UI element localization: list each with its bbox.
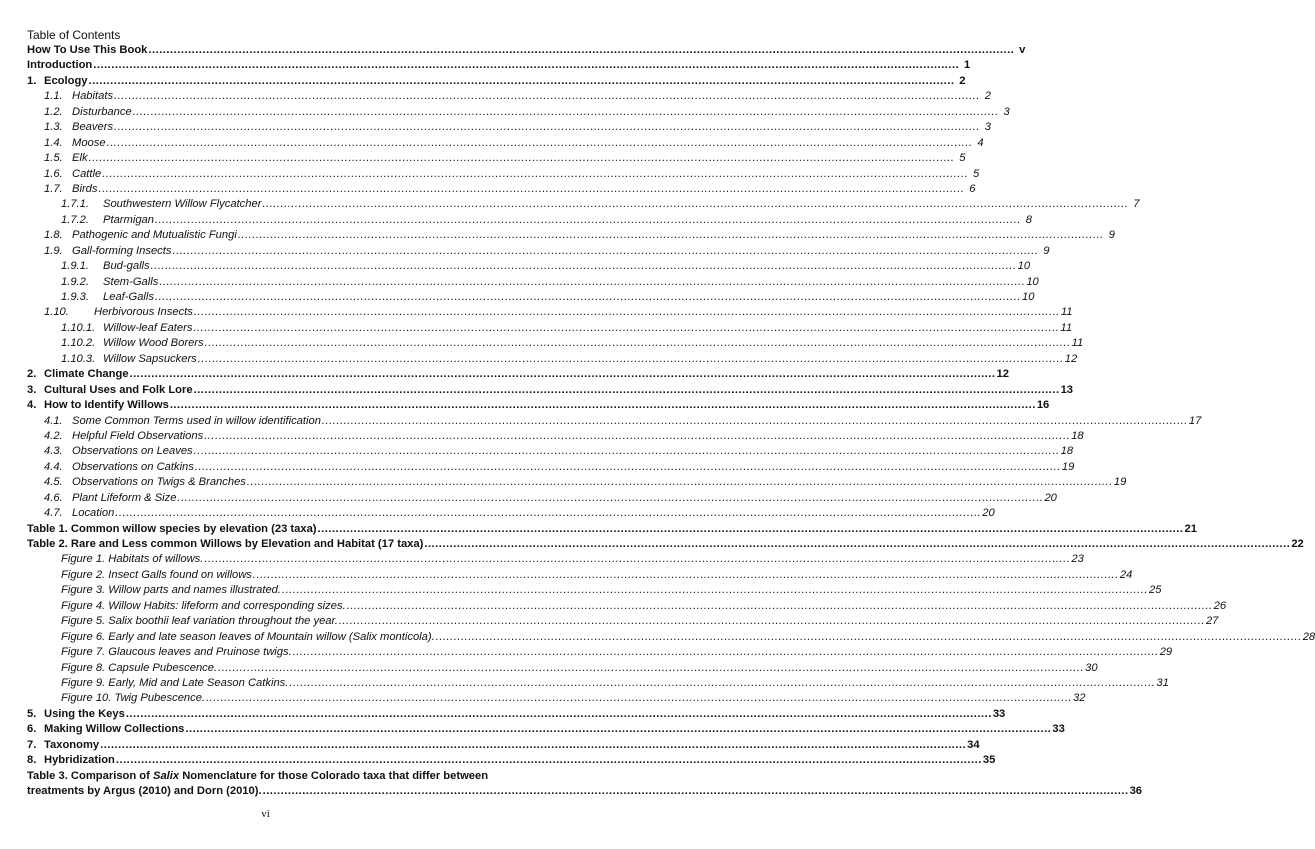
toc-entry-number: 1.4.: [44, 136, 63, 149]
dot-leader: [193, 321, 1059, 336]
toc-entry-label: Some Common Terms used in willow identification: [72, 414, 321, 427]
toc-entry[interactable]: [27, 537, 1304, 552]
dot-leader: [89, 151, 955, 166]
toc-entry-label: Birds: [72, 182, 98, 195]
toc-page-number: 20: [1044, 491, 1057, 504]
toc-entry-label: Making Willow Collections: [44, 723, 185, 736]
toc-entry[interactable]: [27, 321, 1073, 336]
toc-page-number: 2: [959, 74, 966, 87]
toc-page-number: 3: [1003, 105, 1010, 118]
toc-entry-number: 2.: [27, 368, 37, 381]
toc-entry-number: 1.3.: [44, 121, 63, 134]
toc-entry-label: How To Use This Book: [27, 44, 148, 56]
toc-entry-table-3-line1: Table 3. Comparison of Salix Nomenclature for those Colorado taxa that differ between: [27, 769, 489, 782]
dot-leader: [262, 197, 1128, 212]
toc-entry-label: Southwestern Willow Flycatcher: [103, 198, 262, 211]
dot-leader: [185, 722, 1051, 737]
toc-page-number: 17: [1188, 414, 1202, 427]
toc-entry-label: Figure 7. Glaucous leaves and Pruinose twigs.: [61, 646, 292, 659]
toc-entry-label: Taxonomy: [44, 738, 100, 751]
toc-entry[interactable]: [27, 259, 1031, 274]
toc-entry-number: 4.1.: [44, 414, 63, 427]
dot-leader: [322, 414, 1188, 429]
toc-entry-label: Cattle: [72, 167, 102, 180]
toc-entry-label: Figure 4. Willow Habits: lifeform and corresponding sizes.: [61, 599, 346, 612]
toc-entry[interactable]: [27, 213, 1032, 228]
toc-entry-number: 5.: [27, 707, 37, 720]
toc-entry-label: Gall-forming Insects: [72, 244, 172, 257]
toc-entry-number: 1.10.3.: [61, 352, 96, 365]
dot-leader: [116, 753, 982, 768]
toc-entry-label: Table 1. Common willow species by elevation (23 taxa): [27, 522, 317, 535]
toc-entry[interactable]: [27, 707, 1006, 722]
toc-page-number: 16: [1036, 399, 1050, 412]
dot-leader: [114, 89, 980, 104]
toc-entry-number: 8.: [27, 754, 37, 767]
dot-leader: [339, 614, 1205, 629]
dot-leader: [204, 552, 1070, 567]
dot-leader: [218, 661, 1084, 676]
toc-page-number: 5: [972, 167, 980, 180]
toc-entry-label: Willow Wood Borers: [103, 337, 204, 350]
toc-page-number: 26: [1213, 599, 1227, 612]
toc-page-number: 19: [1061, 460, 1075, 473]
toc-entry-number: 1.10.2.: [61, 337, 96, 350]
dot-leader: [318, 522, 1184, 537]
dot-leader: [130, 367, 996, 382]
toc-entry[interactable]: [27, 583, 1162, 598]
toc-page-number: 33: [992, 707, 1006, 720]
toc-entry-label: Herbivorous Insects: [94, 306, 193, 319]
toc-entry-label: Figure 3. Willow parts and names illustrated.: [61, 584, 282, 597]
toc-entry-label: Helpful Field Observations: [72, 429, 204, 442]
dot-leader: [194, 444, 1060, 459]
toc-page-number: 10: [1021, 291, 1035, 303]
toc-entry-label: Ecology: [44, 74, 88, 87]
dot-leader: [204, 429, 1070, 444]
toc-page-number: 28: [1302, 630, 1315, 643]
dot-leader: [100, 738, 966, 753]
toc-entry[interactable]: [27, 136, 984, 151]
toc-entry[interactable]: [27, 43, 1026, 58]
toc-entry-label: Figure 1. Habitats of willows.: [61, 553, 204, 566]
dot-leader: [133, 105, 999, 120]
toc-entry[interactable]: [27, 444, 1074, 459]
toc-entry[interactable]: [27, 552, 1084, 567]
dot-leader: [293, 645, 1159, 660]
toc-entry-number: 4.2.: [44, 429, 63, 442]
toc-entry-label: Disturbance: [72, 105, 132, 118]
toc-entry[interactable]: [27, 691, 1086, 706]
dot-leader: [206, 691, 1072, 706]
toc-entry[interactable]: [27, 475, 1127, 490]
toc-entry-number: 1.1.: [44, 90, 63, 103]
toc-entry[interactable]: [27, 89, 992, 104]
toc-page-number: 23: [1071, 553, 1084, 566]
toc-entry[interactable]: [27, 614, 1219, 629]
dot-leader: [238, 228, 1104, 243]
toc-entry[interactable]: [27, 151, 966, 166]
toc-entry-number: 1.5.: [44, 152, 63, 165]
toc-entries: [27, 43, 1315, 769]
toc-entry[interactable]: [27, 645, 1173, 660]
toc-page-number: 18: [1060, 445, 1074, 458]
toc-entry-label: Willow-leaf Eaters: [103, 321, 193, 334]
toc-page-number: 29: [1159, 646, 1173, 659]
toc-page-number: 18: [1071, 429, 1084, 442]
toc-entry-label: Location: [72, 507, 115, 520]
toc-page-number: 11: [1060, 306, 1073, 319]
toc-page-number: 10: [1017, 260, 1031, 273]
toc-entry-label: Introduction: [27, 59, 93, 72]
toc-entry[interactable]: [27, 275, 1039, 290]
toc-page-number: 5: [959, 152, 966, 165]
toc-entry[interactable]: [27, 506, 995, 521]
toc-entry-number: 4.6.: [44, 491, 63, 504]
dot-leader: [151, 259, 1017, 274]
toc-entry[interactable]: [27, 105, 1010, 120]
dot-leader: [436, 630, 1302, 645]
toc-page-number: 3: [984, 121, 992, 134]
toc-entry[interactable]: [27, 120, 992, 135]
toc-page-number: 32: [1073, 692, 1086, 705]
toc-entry[interactable]: [27, 398, 1050, 413]
dot-leader: [155, 290, 1021, 305]
toc-entry[interactable]: [27, 676, 1169, 691]
toc-entry-label: Elk: [72, 152, 88, 165]
toc-entry-number: 4.3.: [44, 445, 63, 458]
toc-page-number: 34: [967, 738, 980, 751]
dot-leader: [194, 383, 1060, 398]
toc-entry-number: 4.: [27, 399, 37, 412]
dot-leader: [253, 568, 1119, 583]
dot-leader: [93, 58, 959, 73]
toc-entry[interactable]: [27, 383, 1074, 398]
dot-leader: [114, 120, 980, 135]
dot-leader: [107, 136, 973, 151]
toc-entry-label: Willow Sapsuckers: [103, 352, 197, 365]
toc-entry[interactable]: [27, 58, 971, 73]
toc-entry-label: Bud-galls: [103, 260, 150, 273]
dot-leader: [247, 475, 1113, 490]
toc-entry-label: Beavers: [72, 121, 114, 134]
toc-entry-label: Hybridization: [44, 754, 115, 767]
dot-leader: [282, 583, 1148, 598]
dot-leader: [194, 305, 1060, 320]
toc-entry-number: 1.6.: [44, 167, 63, 180]
toc-page-number: 12: [996, 368, 1009, 381]
toc-page-number: 7: [1133, 198, 1140, 211]
toc-entry[interactable]: [27, 429, 1084, 444]
dot-leader: [263, 784, 1129, 799]
toc-entry-table-3-line2: treatments by Argus (2010) and Dorn (2010). ..... 36: [27, 784, 499, 799]
toc-entry-number: 1.: [27, 74, 37, 87]
dot-leader: [195, 460, 1061, 475]
dot-leader: [148, 43, 1014, 58]
toc-page-number: 12: [1064, 352, 1078, 365]
toc-entry-number: 3.: [27, 383, 37, 396]
toc-page-number: 36: [1129, 785, 1143, 798]
dot-leader: [177, 491, 1043, 506]
toc-entry-label: Table 2. Rare and Less common Willows by Elevation and Habitat (17 taxa): [27, 538, 424, 550]
toc-entry[interactable]: [27, 599, 1227, 614]
page-number-footer: vi: [261, 808, 270, 820]
toc-entry-label: Figure 10. Twig Pubescence.: [61, 692, 206, 705]
toc-entry[interactable]: [27, 522, 1197, 537]
toc-entry-label: Figure 5. Salix boothii leaf variation throughout the year.: [61, 615, 338, 628]
toc-entry[interactable]: [27, 661, 1098, 676]
toc-entry-label: Observations on Catkins: [72, 460, 194, 473]
toc-entry-number: 1.10.: [44, 306, 69, 319]
toc-entry[interactable]: [27, 290, 1035, 305]
toc-page-number: 25: [1149, 584, 1162, 597]
toc-entry-label: Observations on Twigs & Branches: [72, 476, 246, 489]
toc-page-number: 27: [1205, 615, 1219, 628]
toc-entry-label: Observations on Leaves: [72, 445, 193, 458]
table-of-contents: [27, 28, 1315, 799]
toc-title: Table of Contents: [27, 28, 121, 42]
dot-leader: [172, 244, 1038, 259]
toc-entry-label: Figure 6. Early and late season leaves of Mountain willow (Salix monticola).: [61, 630, 435, 643]
toc-entry[interactable]: [27, 167, 980, 182]
toc-page-number: 1: [964, 59, 971, 72]
toc-entry-label: Figure 8. Capsule Pubescence.: [61, 661, 218, 674]
dot-leader: [99, 182, 965, 197]
toc-entry[interactable]: [27, 753, 996, 768]
toc-entry[interactable]: [27, 414, 1202, 429]
toc-page-number: 4: [977, 136, 984, 149]
toc-entry-label: Using the Keys: [44, 707, 125, 720]
toc-page-number: v: [1019, 44, 1026, 56]
toc-entry-number: 7.: [27, 738, 37, 751]
dot-leader: [205, 336, 1071, 351]
toc-entry-label: Habitats: [72, 90, 114, 103]
dot-leader: [198, 352, 1064, 367]
toc-entry-number: 4.5.: [44, 476, 63, 489]
toc-entry-number: 1.9.: [44, 244, 63, 257]
dot-leader: [126, 707, 992, 722]
toc-entry[interactable]: [27, 305, 1073, 320]
toc-page-number: 30: [1085, 661, 1098, 674]
toc-page-number: 21: [1184, 522, 1197, 535]
toc-page-number: 35: [982, 754, 996, 767]
toc-page-number: 9: [1108, 229, 1115, 242]
toc-entry-number: 1.8.: [44, 229, 63, 242]
dot-leader: [424, 537, 1290, 552]
dot-leader: [102, 167, 968, 182]
toc-page-number: 10: [1026, 275, 1039, 288]
toc-entry-label: Stem-Galls: [103, 275, 159, 288]
toc-entry[interactable]: [27, 491, 1057, 506]
toc-entry[interactable]: [27, 74, 966, 89]
dot-leader: [115, 506, 981, 521]
toc-page-number: 22: [1291, 538, 1304, 550]
dot-leader: [347, 599, 1213, 614]
dot-leader: [89, 74, 955, 89]
toc-entry-number: 1.7.2.: [61, 213, 89, 226]
toc-page-number: 9: [1043, 244, 1050, 257]
toc-entry[interactable]: [27, 367, 1009, 382]
toc-page-number: 13: [1060, 383, 1074, 396]
toc-entry[interactable]: [27, 336, 1084, 351]
toc-page-number: 2: [984, 90, 992, 103]
toc-page-number: 31: [1156, 676, 1169, 689]
toc-entry-number: 1.7.: [44, 182, 63, 195]
toc-entry-number: 6.: [27, 723, 37, 736]
toc-page-number: 24: [1119, 568, 1133, 581]
toc-entry-label: Plant Lifeform & Size: [72, 491, 177, 504]
toc-entry[interactable]: [27, 228, 1115, 243]
toc-entry-number: 1.9.2.: [61, 275, 89, 288]
toc-page-number: 33: [1052, 723, 1065, 736]
toc-entry-number: 1.2.: [44, 105, 63, 118]
toc-entry-label: Figure 9. Early, Mid and Late Season Catkins.: [61, 676, 289, 689]
dot-leader: [170, 398, 1036, 413]
toc-entry[interactable]: [27, 630, 1315, 645]
toc-entry-number: 4.7.: [44, 507, 63, 520]
toc-page-number: 8: [1025, 213, 1032, 226]
toc-entry-number: 1.9.3.: [61, 291, 89, 303]
toc-entry[interactable]: [27, 738, 980, 753]
toc-page-number: 11: [1071, 337, 1084, 350]
toc-entry-label: How to Identify Willows: [44, 399, 169, 412]
toc-entry-number: 4.4.: [44, 460, 63, 473]
toc-entry[interactable]: [27, 352, 1078, 367]
dot-leader: [159, 275, 1025, 290]
toc-entry[interactable]: [27, 244, 1050, 259]
toc-entry-label: Moose: [72, 136, 106, 149]
toc-entry-number: 1.9.1.: [61, 260, 89, 273]
toc-entry-table-3[interactable]: [27, 769, 1143, 800]
toc-entry[interactable]: [27, 568, 1133, 583]
toc-entry[interactable]: [27, 182, 976, 197]
toc-entry-number: 1.10.1.: [61, 321, 96, 334]
toc-entry[interactable]: [27, 460, 1075, 475]
toc-entry-label: Pathogenic and Mutualistic Fungi: [72, 229, 237, 242]
toc-page-number: 6: [969, 182, 976, 195]
dot-leader: [289, 676, 1155, 691]
toc-page-number: 19: [1113, 476, 1127, 489]
toc-entry-label: Climate Change: [44, 368, 129, 381]
toc-page-number: 20: [982, 507, 995, 520]
dot-leader: [155, 213, 1021, 228]
toc-entry-label: Leaf-Galls: [103, 291, 154, 303]
toc-page-number: 11: [1060, 321, 1073, 334]
toc-entry-label: Ptarmigan: [103, 213, 154, 226]
toc-entry-label: Cultural Uses and Folk Lore: [44, 383, 193, 396]
toc-entry-number: 1.7.1.: [61, 198, 89, 211]
toc-entry[interactable]: [27, 197, 1140, 212]
toc-entry-label: Figure 2. Insect Galls found on willows: [61, 568, 252, 581]
toc-entry[interactable]: [27, 722, 1065, 737]
